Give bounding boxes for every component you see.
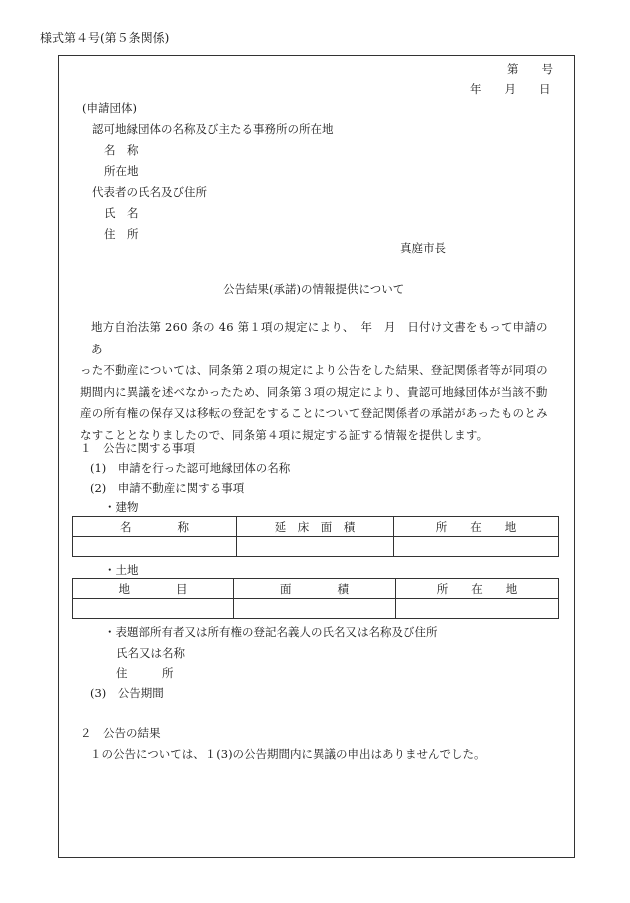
body-line: なすこととなりましたので、同条第４項に規定する証する情報を提供します。 [80, 427, 489, 442]
owner-line: ・表題部所有者又は所有権の登記名義人の氏名又は名称及び住所 [104, 625, 438, 639]
building-table [72, 516, 559, 557]
body-paragraph [80, 317, 550, 446]
section1-item1: (1) 申請を行った認可地縁団体の名称 [90, 461, 291, 475]
org-name-label: 名 称 [104, 143, 139, 157]
section1-heading: １ 公告に関する事項 [80, 441, 195, 455]
building-label: ・建物 [104, 500, 139, 514]
building-header-location: 所 在 地 [394, 517, 559, 537]
table-row [73, 599, 559, 619]
body-line: 産の所有権の保存又は移転の登記をすることについて登記関係者の承諾があったものとみ [80, 406, 548, 420]
section2-heading: ２ 公告の結果 [80, 726, 161, 740]
table-cell[interactable] [73, 599, 234, 619]
table-cell[interactable] [237, 537, 394, 557]
section1-item2: (2) 申請不動産に関する事項 [90, 481, 245, 495]
owner-name-label: 氏名又は名称 [116, 646, 185, 660]
section2-text: １の公告については、１(3)の公告期間内に異議の申出はありませんでした。 [90, 747, 486, 761]
sender-name: 真庭市長 [400, 241, 446, 255]
land-table [72, 578, 559, 619]
land-label: ・土地 [104, 563, 139, 577]
table-cell[interactable] [234, 599, 396, 619]
owner-address-label: 住 所 [116, 666, 174, 680]
section1-item3: (3) 公告期間 [90, 686, 164, 700]
building-header-floor-area: 延 床 面 積 [237, 517, 394, 537]
form-number: 様式第４号(第５条関係) [40, 31, 170, 45]
land-header-area: 面 積 [234, 579, 396, 599]
applicant-heading: (申請団体) [82, 101, 137, 115]
building-header-name: 名 称 [73, 517, 237, 537]
table-cell[interactable] [396, 599, 559, 619]
table-cell[interactable] [73, 537, 237, 557]
table-row [73, 537, 559, 557]
document-number-label: 第 号 [507, 62, 553, 76]
org-line: 認可地縁団体の名称及び主たる事務所の所在地 [92, 122, 334, 136]
date-label: 年 月 日 [470, 82, 551, 96]
rep-address-label: 住 所 [104, 227, 139, 241]
land-header-location: 所 在 地 [396, 579, 559, 599]
table-cell[interactable] [394, 537, 559, 557]
body-line: 期間内に異議を述べなかったため、同条第３項の規定により、貴認可地縁団体が当該不動 [80, 384, 548, 399]
rep-name-label: 氏 名 [104, 206, 139, 220]
body-line: 地方自治法第 260 条の 46 第１項の規定により、 年 月 日付け文書をもって申請のあ [91, 320, 548, 356]
document-title: 公告結果(承諾)の情報提供について [223, 282, 405, 296]
table-header-row [73, 517, 559, 537]
org-address-label: 所在地 [104, 164, 139, 178]
table-header-row [73, 579, 559, 599]
body-line: った不動産については、同条第２項の規定により公告をした結果、登記関係者等が同項の [80, 363, 548, 377]
land-header-category: 地 目 [73, 579, 234, 599]
representative-line: 代表者の氏名及び住所 [92, 185, 207, 199]
